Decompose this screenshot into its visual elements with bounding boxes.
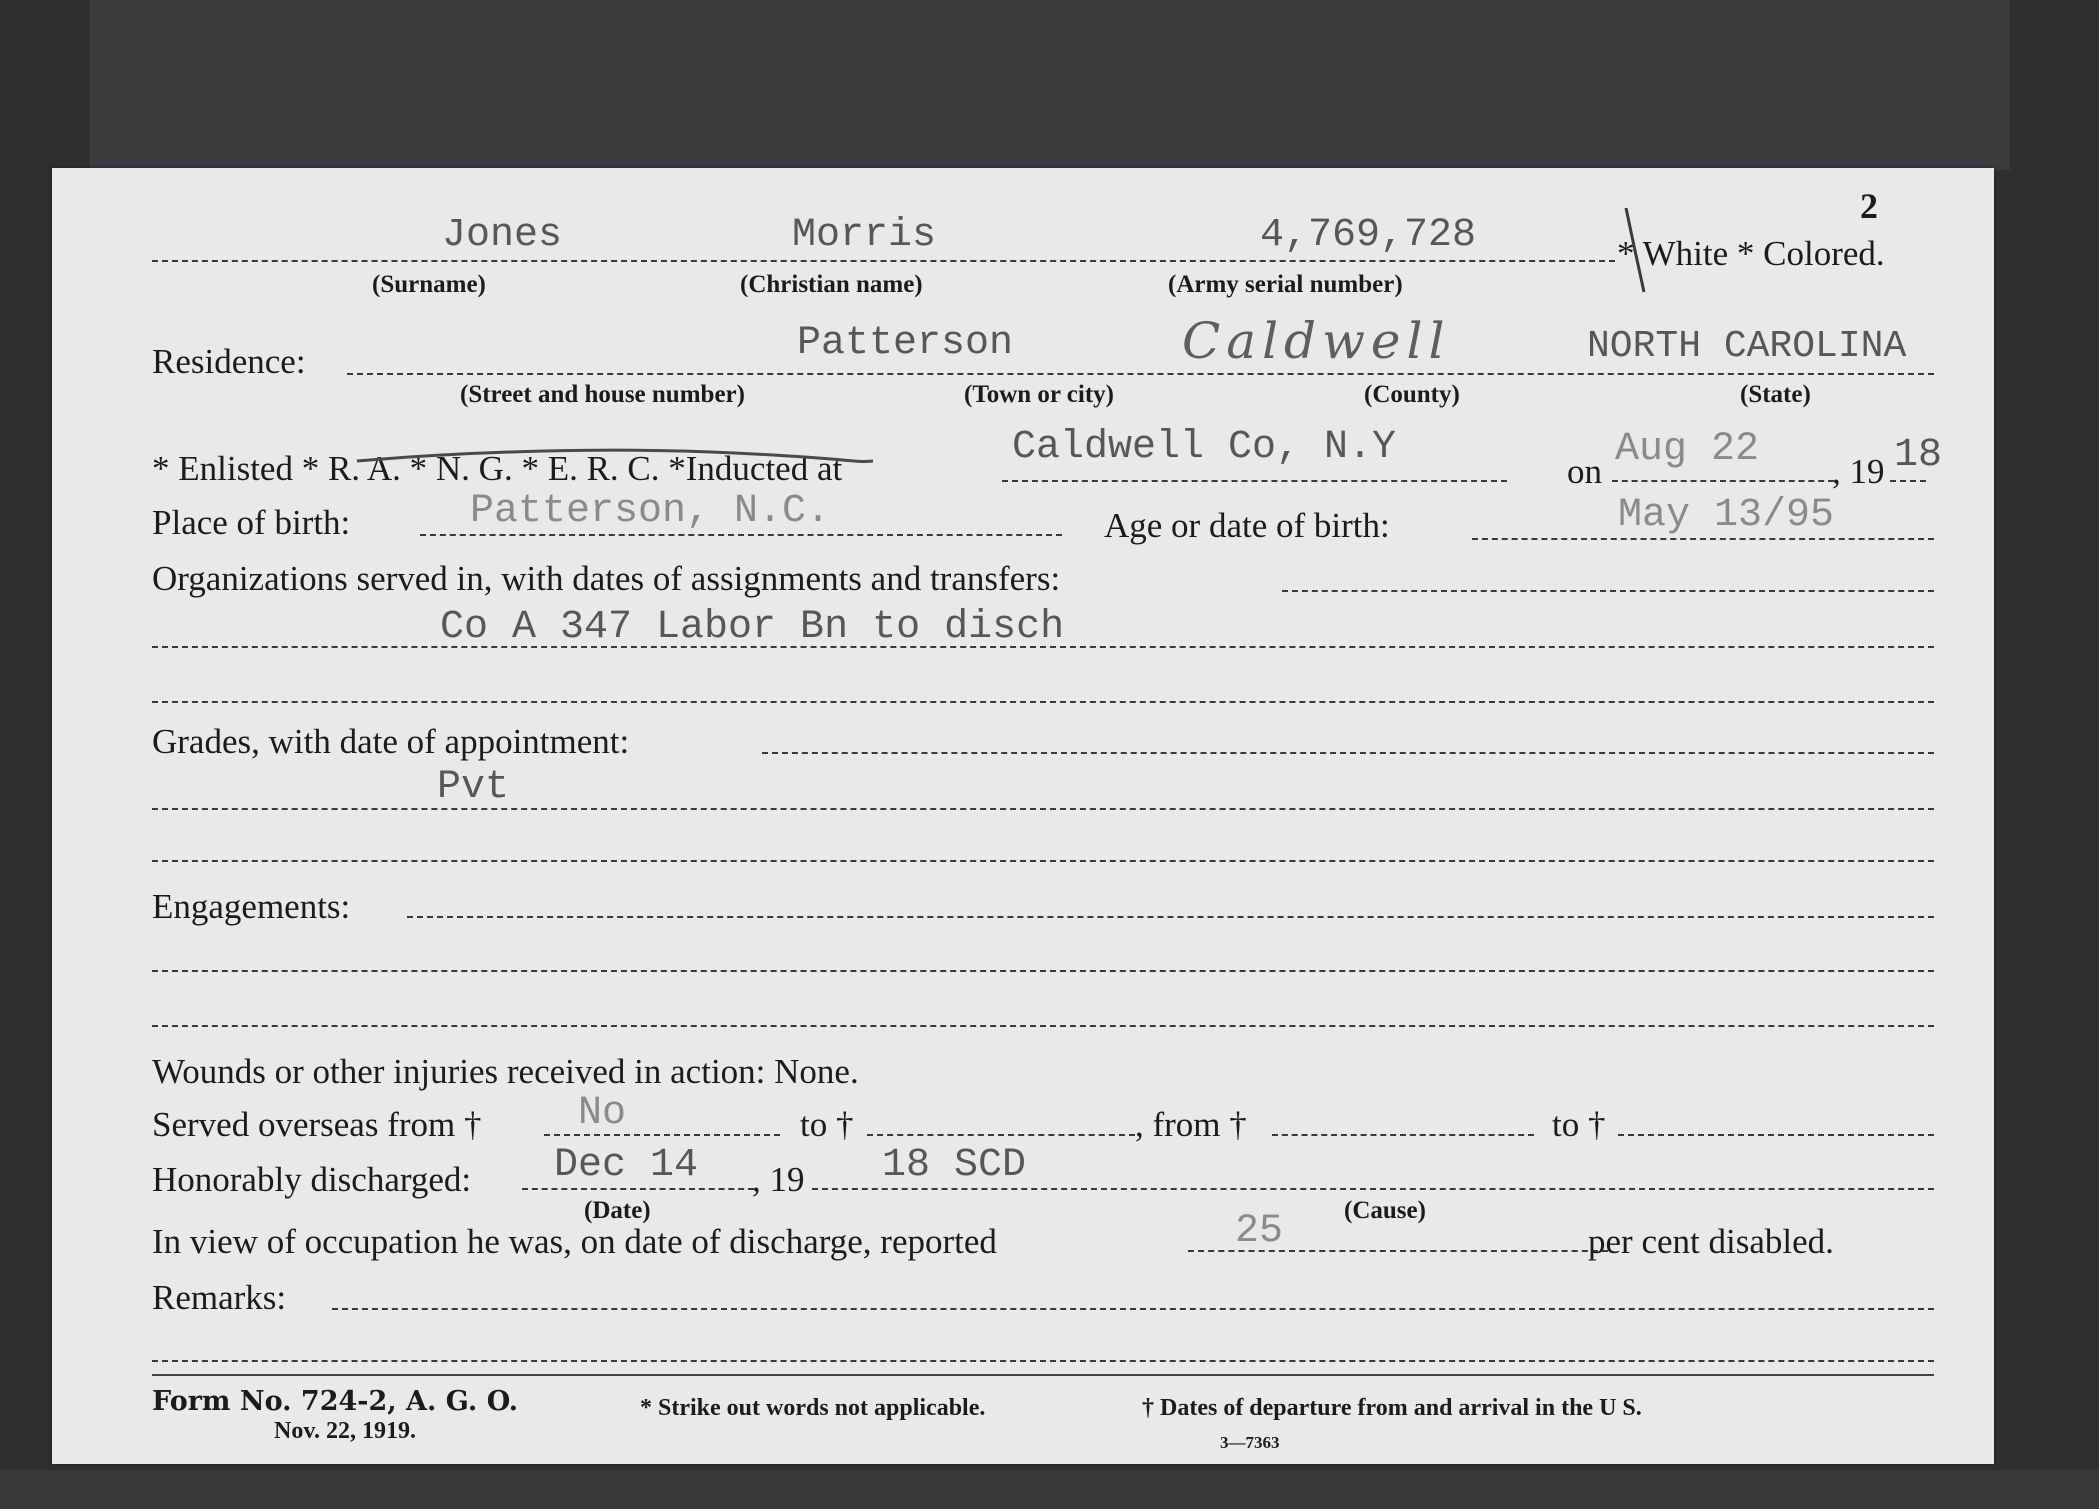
grades-value: Pvt [437, 765, 510, 810]
date-of-birth-line [1472, 538, 1934, 540]
residence-county-value: Caldwell [1182, 312, 1451, 370]
race-options: * White * Colored. [1617, 234, 1885, 273]
print-code: 3—7363 [1220, 1433, 1280, 1452]
place-of-birth-value: Patterson, N.C. [470, 489, 831, 534]
induction-year-value: 18 [1894, 433, 1943, 478]
grades-line-3 [152, 860, 1934, 862]
footer-rule [152, 1374, 1934, 1376]
overseas-to-line [867, 1134, 1135, 1136]
induction-date-value: Aug 22 [1615, 427, 1760, 472]
overseas-to-label: to † [800, 1105, 854, 1144]
overseas-from-label: Served overseas from † [152, 1105, 482, 1144]
residence-label: Residence: [152, 342, 306, 381]
discharge-cause-label: (Cause) [1344, 1197, 1426, 1224]
background-top [90, 0, 2010, 170]
christian-name-value: Morris [792, 213, 937, 258]
serial-number-label: (Army serial number) [1168, 271, 1403, 298]
christian-name-label: (Christian name) [740, 271, 923, 298]
street-label: (Street and house number) [460, 381, 745, 408]
town-label: (Town or city) [964, 381, 1114, 408]
induction-year-line [1890, 480, 1926, 482]
overseas-to2-label: to † [1552, 1105, 1606, 1144]
overseas-from2-label: , from † [1135, 1105, 1247, 1144]
residence-state-value: NORTH CAROLINA [1587, 325, 1907, 368]
surname-label: (Surname) [372, 271, 486, 298]
card-number: 2 [1860, 186, 1878, 226]
grades-line-1 [762, 752, 1934, 754]
remarks-line-2 [152, 1360, 1934, 1362]
disability-value: 25 [1235, 1209, 1284, 1254]
remarks-line-1 [332, 1308, 1934, 1310]
disability-label: In view of occupation he was, on date of discharge, reported [152, 1222, 997, 1261]
organizations-line-3 [152, 701, 1934, 703]
discharge-date-value: Dec 14 [554, 1143, 699, 1188]
form-date: Nov. 22, 1919. [274, 1418, 417, 1444]
place-of-birth-line [420, 534, 1062, 536]
surname-value: Jones [442, 213, 563, 258]
date-of-birth-value: May 13/95 [1618, 493, 1835, 538]
age-label: Age or date of birth: [1104, 506, 1390, 545]
county-label: (County) [1364, 381, 1460, 408]
overseas-from2-line [1272, 1134, 1534, 1136]
enlistment-options: * Enlisted * R. A. * N. G. * E. R. C. *Inducted at [152, 449, 843, 488]
organizations-line-2 [152, 646, 1934, 648]
residence-town-value: Patterson [797, 321, 1014, 366]
engagements-label: Engagements: [152, 887, 351, 926]
organizations-value: Co A 347 Labor Bn to disch [440, 605, 1065, 650]
state-label: (State) [1740, 381, 1811, 408]
organizations-line-1 [1282, 590, 1934, 592]
induction-year-prefix: , 19 [1832, 452, 1885, 491]
disability-suffix: per cent disabled. [1588, 1222, 1834, 1261]
service-record-card [52, 168, 1994, 1464]
overseas-from-line [544, 1134, 780, 1136]
discharge-date-label: (Date) [584, 1197, 651, 1224]
strike-through-mark [355, 447, 875, 469]
discharge-date-line [522, 1188, 754, 1190]
engagements-line-2 [152, 970, 1934, 972]
place-of-birth-label: Place of birth: [152, 503, 351, 542]
overseas-from-value: No [578, 1091, 627, 1136]
induction-date-line [1612, 480, 1834, 482]
engagements-line-3 [152, 1025, 1934, 1027]
discharge-label: Honorably discharged: [152, 1160, 472, 1199]
discharge-year-cause-value: 18 SCD [882, 1143, 1027, 1188]
serial-number-value: 4,769,728 [1260, 213, 1477, 258]
background-bottom [0, 1470, 2099, 1509]
engagements-line-1 [407, 916, 1934, 918]
wounds-text: Wounds or other injuries received in action: None. [152, 1052, 859, 1091]
remarks-label: Remarks: [152, 1278, 287, 1317]
name-line [152, 260, 1615, 262]
discharge-year-prefix: , 19 [752, 1160, 805, 1199]
strike-note: * Strike out words not applicable. [640, 1395, 986, 1421]
discharge-cause-line [812, 1188, 1934, 1190]
induction-place-line [1002, 480, 1507, 482]
induction-place-value: Caldwell Co, N.Y [1012, 425, 1397, 470]
race-selection-mark [1620, 206, 1650, 296]
overseas-to2-line [1618, 1134, 1934, 1136]
on-label: on [1567, 452, 1602, 491]
residence-line [347, 373, 1934, 375]
dates-note: † Dates of departure from and arrival in the U S. [1142, 1395, 1642, 1421]
grades-line-2 [152, 808, 1934, 810]
grades-label: Grades, with date of appointment: [152, 722, 630, 761]
form-number: Form No. 724-2, A. G. O. [152, 1386, 519, 1417]
disability-line [1188, 1250, 1608, 1252]
organizations-label: Organizations served in, with dates of assignments and transfers: [152, 559, 1061, 598]
